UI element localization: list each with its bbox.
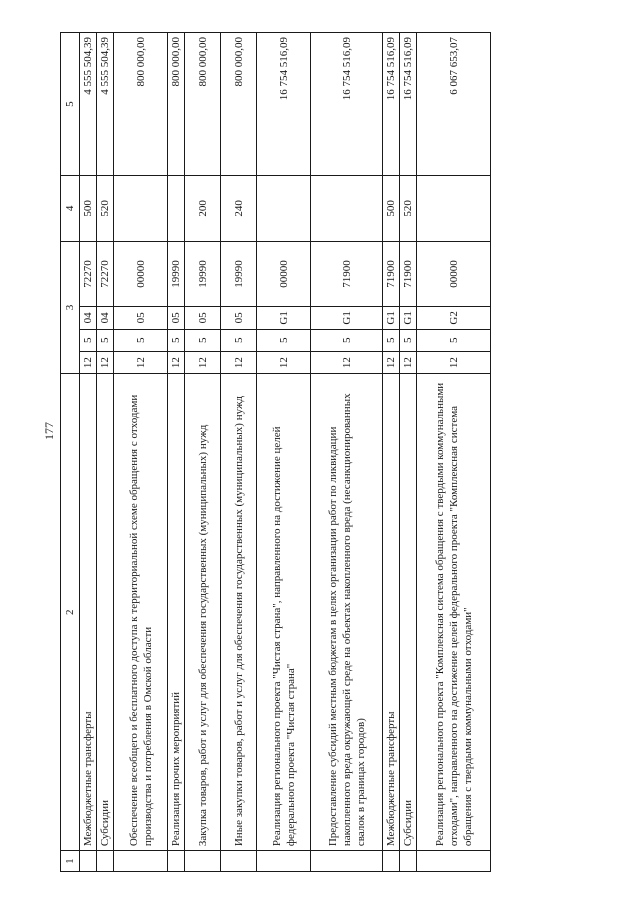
row-amount-cell: 800 000,00	[221, 33, 257, 176]
row-name-cell: Субсидии	[400, 374, 417, 851]
row-group-cell	[311, 176, 383, 242]
row-code-subprogram: 05	[168, 307, 185, 329]
header-col-3: 3	[61, 241, 80, 374]
row-code-direction: 19990	[168, 241, 185, 307]
row-name-cell: Иные закупки товаров, работ и услуг для обеспечения государственных (муниципальных) нужд	[221, 374, 257, 851]
row-code-section: 12	[221, 351, 257, 373]
row-col-1	[311, 851, 383, 872]
row-name-cell: Реализация регионального проекта "Чистая страна", направленного на достижение целей федерального проекта "Чистая страна"	[257, 374, 311, 851]
row-code-section: 12	[417, 351, 491, 373]
row-code-direction: 00000	[114, 241, 168, 307]
row-code-program: 5	[185, 329, 221, 351]
row-col-1	[257, 851, 311, 872]
row-code-direction: 00000	[257, 241, 311, 307]
row-code-program: 5	[114, 329, 168, 351]
row-name-cell: Субсидии	[97, 374, 114, 851]
row-col-1	[80, 851, 97, 872]
row-col-1	[168, 851, 185, 872]
header-row	[61, 33, 80, 872]
row-group-cell: 520	[400, 176, 417, 242]
row-group-cell: 500	[80, 176, 97, 242]
table-row	[97, 33, 114, 872]
row-code-section: 12	[311, 351, 383, 373]
row-group-cell: 240	[221, 176, 257, 242]
row-code-section: 12	[400, 351, 417, 373]
row-code-subprogram: G2	[417, 307, 491, 329]
header-col-2: 2	[61, 374, 80, 851]
budget-table	[60, 32, 491, 872]
header-col-5: 5	[61, 33, 80, 176]
table-row	[80, 33, 97, 872]
row-group-cell	[168, 176, 185, 242]
row-amount-cell: 800 000,00	[185, 33, 221, 176]
row-code-program: 5	[257, 329, 311, 351]
row-code-direction: 19990	[221, 241, 257, 307]
row-code-section: 12	[257, 351, 311, 373]
row-col-1	[383, 851, 400, 872]
row-code-subprogram: G1	[311, 307, 383, 329]
table-row	[311, 33, 383, 872]
row-group-cell	[257, 176, 311, 242]
row-col-1	[400, 851, 417, 872]
row-code-direction: 71900	[400, 241, 417, 307]
table-row	[257, 33, 311, 872]
row-group-cell: 200	[185, 176, 221, 242]
row-code-program: 5	[221, 329, 257, 351]
row-amount-cell: 4 555 504,39	[80, 33, 97, 176]
row-code-subprogram: 05	[114, 307, 168, 329]
table-row	[168, 33, 185, 872]
table-row	[185, 33, 221, 872]
row-code-direction: 00000	[417, 241, 491, 307]
row-code-section: 12	[97, 351, 114, 373]
row-group-cell	[417, 176, 491, 242]
row-amount-cell: 16 754 516,09	[400, 33, 417, 176]
row-amount-cell: 16 754 516,09	[311, 33, 383, 176]
row-code-program: 5	[311, 329, 383, 351]
row-name-cell: Закупка товаров, работ и услуг для обеспечения государственных (муниципальных) нужд	[185, 374, 221, 851]
row-code-subprogram: 05	[221, 307, 257, 329]
row-col-1	[97, 851, 114, 872]
row-code-program: 5	[97, 329, 114, 351]
header-col-1: 1	[61, 851, 80, 872]
row-code-direction: 19990	[185, 241, 221, 307]
row-code-program: 5	[168, 329, 185, 351]
row-code-program: 5	[417, 329, 491, 351]
row-code-program: 5	[80, 329, 97, 351]
table-body	[80, 33, 491, 872]
row-col-1	[114, 851, 168, 872]
row-code-subprogram: G1	[383, 307, 400, 329]
row-group-cell: 500	[383, 176, 400, 242]
header-col-4: 4	[61, 176, 80, 242]
row-code-section: 12	[168, 351, 185, 373]
row-code-subprogram: G1	[257, 307, 311, 329]
table-row	[114, 33, 168, 872]
row-col-1	[417, 851, 491, 872]
row-name-cell: Обеспечение всеобщего и бесплатного доступа к территориальной схеме обращения с отходами производства и потребления в Омской области	[114, 374, 168, 851]
table-row	[400, 33, 417, 872]
row-amount-cell: 800 000,00	[168, 33, 185, 176]
row-code-direction: 71900	[383, 241, 400, 307]
table-row	[383, 33, 400, 872]
row-amount-cell: 800 000,00	[114, 33, 168, 176]
table-row	[417, 33, 491, 872]
row-amount-cell: 4 555 504,39	[97, 33, 114, 176]
row-code-program: 5	[400, 329, 417, 351]
row-name-cell: Реализация регионального проекта "Комплексная система обращения с твердыми коммунальными отходами", направленного на достижение целей федерального проекта "Комплексная система обращения с твердыми коммунальными отходами"	[417, 374, 491, 851]
row-name-cell: Реализация прочих мероприятий	[168, 374, 185, 851]
table-row	[221, 33, 257, 872]
row-name-cell: Предоставление субсидий местным бюджетам в целях организации работ по ликвидации накопленного вреда окружающей среде на объектах накопленного вреда (несанкционированных свалок в границах городов)	[311, 374, 383, 851]
row-code-section: 12	[114, 351, 168, 373]
row-code-direction: 72270	[80, 241, 97, 307]
row-code-direction: 72270	[97, 241, 114, 307]
rotated-table-wrapper	[60, 32, 474, 872]
row-col-1	[185, 851, 221, 872]
row-code-subprogram: G1	[400, 307, 417, 329]
row-code-direction: 71900	[311, 241, 383, 307]
row-amount-cell: 6 067 653,07	[417, 33, 491, 176]
page-number: 177	[42, 422, 56, 440]
row-amount-cell: 16 754 516,09	[257, 33, 311, 176]
row-name-cell: Межбюджетные трансферты	[80, 374, 97, 851]
row-col-1	[221, 851, 257, 872]
row-name-cell: Межбюджетные трансферты	[383, 374, 400, 851]
row-code-program: 5	[383, 329, 400, 351]
row-group-cell: 520	[97, 176, 114, 242]
row-code-subprogram: 04	[97, 307, 114, 329]
row-code-section: 12	[80, 351, 97, 373]
row-code-subprogram: 04	[80, 307, 97, 329]
row-code-subprogram: 05	[185, 307, 221, 329]
row-code-section: 12	[185, 351, 221, 373]
row-amount-cell: 16 754 516,09	[383, 33, 400, 176]
row-group-cell	[114, 176, 168, 242]
row-code-section: 12	[383, 351, 400, 373]
